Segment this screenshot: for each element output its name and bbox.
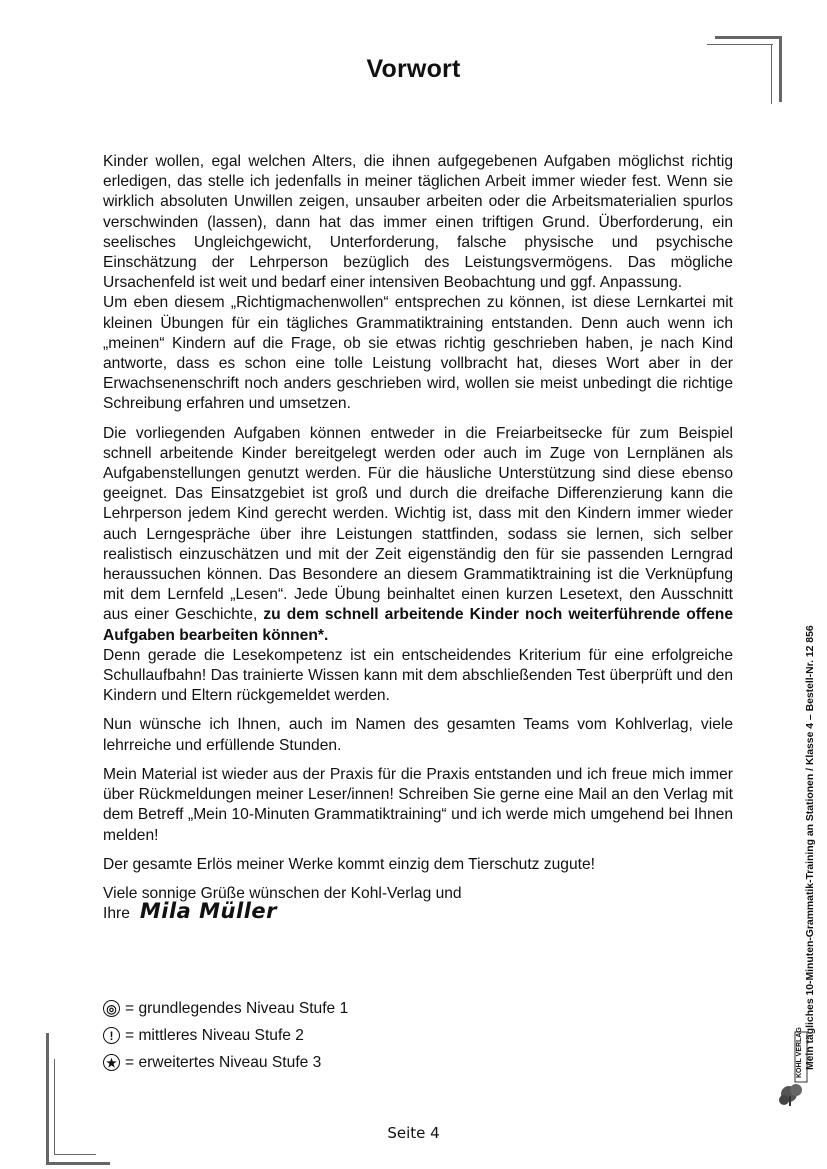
legend-item-level-2 bbox=[103, 1022, 348, 1049]
paragraph-1: Kinder wollen, egal welchen Alters, die ihnen aufgegebenen Aufgaben möglichst richtig erledigen, das stelle ich jedenfalls in meiner täglichen Arbeit immer wieder fest. Wenn sie wirklich absoluten Unwillen zeigen, unsauber arbeiten oder die Arbeitsmaterialien spurlos verschwinden (lassen), dann hat das immer einen triftigen Grund. Überforderung, ein seelisches Ungleichgewicht, Unterforderung, falsche physische und psychische Einschätzung der Lehrperson bezüglich des Leistungsvermögens. Das mögliche Ursachenfeld ist weit und bedarf einer intensiven Beobachtung und ggf. Anpassung. bbox=[103, 153, 733, 292]
vertical-order-info: Mein tägliches 10-Minuten-Grammatik-Training an Stationen / Klasse 4 – Bestell-Nr. 12 856 bbox=[805, 625, 816, 1070]
paragraph-3 bbox=[103, 424, 733, 646]
paragraph-2: Um eben diesem „Richtigmachenwollen“ entsprechen zu können, ist diese Lernkartei mit kleinen Übungen für ein tägliches Grammatiktraining entstanden. Denn auch wenn ich „meinen“ Kindern auf die Frage, ob sie etwas richtig geschrieben haben, je nach Kind antworte, dass es schon eine tolle Leistung vollbracht hat, dieses Wort aber in der Erwachsenenschrift noch anders geschrieben wird, wollen sie meist unbedingt die richtige Schreibung erfahren und umsetzen. bbox=[103, 294, 733, 413]
legend-label: = erweitertes Niveau Stufe 3 bbox=[125, 1053, 322, 1071]
signature-line bbox=[103, 901, 733, 924]
legend-item-level-1 bbox=[103, 995, 348, 1022]
level-legend bbox=[103, 995, 348, 1076]
kohl-verlag-logo bbox=[778, 1027, 808, 1110]
corner-decoration-bottom-left bbox=[0, 1029, 120, 1169]
legend-label: = grundlegendes Niveau Stufe 1 bbox=[125, 999, 349, 1017]
signature-prefix: Ihre bbox=[103, 905, 130, 923]
paragraph-6: Mein Material ist wieder aus der Praxis für die Praxis entstanden und ich freue mich immer über Rückmeldungen meiner Leser/innen! Schreiben Sie gerne eine Mail an den Verlag mit dem Betreff „Mein 10-Minuten Grammatiktraining“ und ich werde mich umgehend bei Ihnen melden! bbox=[103, 765, 733, 844]
star-icon: ★ bbox=[103, 1054, 120, 1071]
page-number: Seite 4 bbox=[387, 1124, 440, 1142]
logo-text: KOHL VERLAG bbox=[796, 1027, 803, 1078]
legend-item-level-3 bbox=[103, 1049, 348, 1076]
paragraph-3-text: Die vorliegenden Aufgaben können entweder in die Freiarbeitsecke für zum Beispiel schnell arbeitende Kinder bereitgelegt werden oder auch im Zuge von Lernplänen als Aufgabenstellungen genutzt werden. Für die häusliche Unterstützung sind diese ebenso geeignet. Das Einsatzgebiet ist groß und durch die dreifache Differenzierung kann die Lehrperson jedem Kind gerecht werden. Wichtig ist, dass mit den Kindern immer wieder auch Lerngespräche über ihre Leistungen stattfinden, sodass sie lernen, sich selber realistisch einzuschätzen und mit der Zeit eigenständig den für sie passenden Lerngrad heraussuchen können. Das Besondere an diesem Grammatiktraining ist die Verknüpfung mit dem Lernfeld „Lesen“. Jede Übung beinhaltet einen kurzen Lesetext, den Ausschnitt aus einer Geschichte, bbox=[103, 424, 733, 624]
page-title: Vorwort bbox=[366, 55, 461, 83]
signature-name: Mila Müller bbox=[139, 899, 277, 924]
paragraph-7: Der gesamte Erlös meiner Werke kommt einzig dem Tierschutz zugute! bbox=[103, 855, 595, 873]
paragraph-4: Denn gerade die Lesekompetenz ist ein entscheidendes Kriterium für eine erfolgreiche Schullaufbahn! Das trainierte Wissen kann mit dem abschließenden Test überprüft und den Kindern und Eltern rückgemeldet werden. bbox=[103, 646, 733, 705]
target-icon: ◎ bbox=[103, 1000, 120, 1017]
paragraph-3-emphasis: zu dem schnell arbeitende Kinder noch weiterführende offene Aufgaben bearbeiten können*. bbox=[103, 606, 733, 644]
preface-body bbox=[103, 152, 733, 924]
legend-label: = mittleres Niveau Stufe 2 bbox=[125, 1026, 304, 1044]
paragraph-5: Nun wünsche ich Ihnen, auch im Namen des gesamten Teams vom Kohlverlag, viele lehrreiche und erfüllende Stunden. bbox=[103, 716, 733, 754]
exclamation-icon: ! bbox=[103, 1027, 120, 1044]
tree-logo-icon bbox=[778, 1030, 808, 1110]
paragraph-8: Viele sonnige Grüße wünschen der Kohl-Verlag und bbox=[103, 884, 462, 902]
